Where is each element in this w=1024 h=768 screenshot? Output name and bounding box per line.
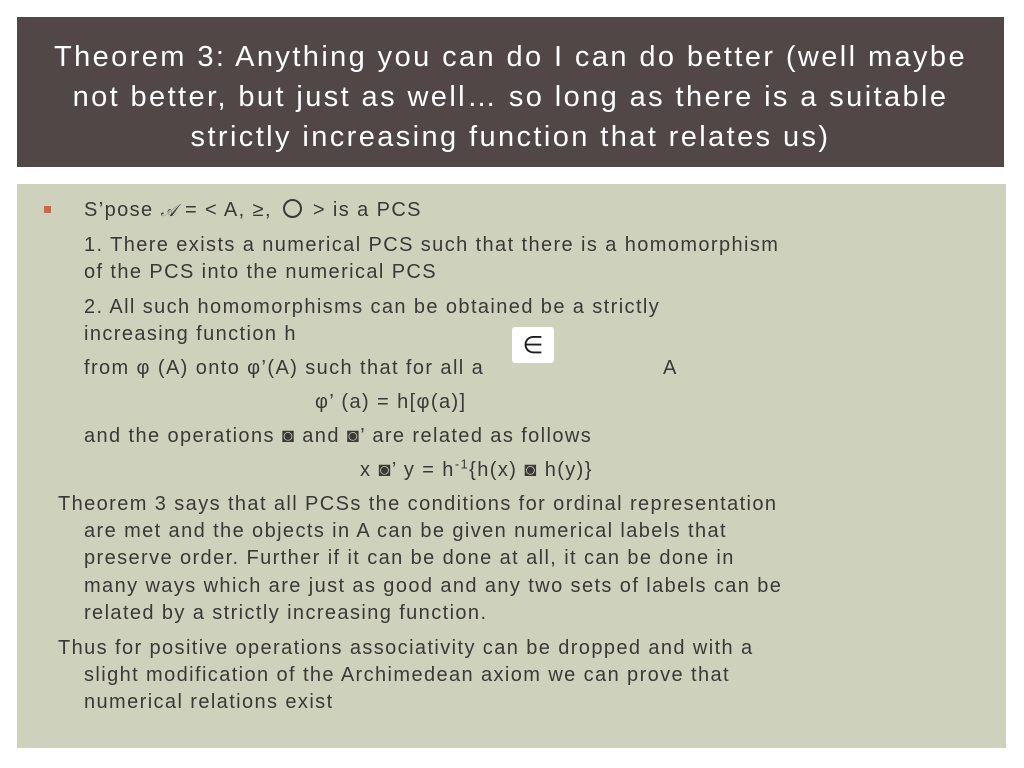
bullet-square-icon: [44, 206, 51, 213]
spose-prefix: S’pose: [84, 199, 161, 221]
element-of-symbol-icon: ∈: [512, 327, 554, 363]
circle-operation-icon: [283, 199, 302, 218]
thus-line-1: Thus for positive operations associativity can be dropped and with a: [58, 637, 754, 659]
geq-symbol: ≥: [252, 199, 265, 221]
script-a-symbol: 𝒜: [160, 201, 178, 221]
spose-suffix: > is a PCS: [305, 199, 422, 221]
item2-line1: 2. All such homomorphisms can be obtained be a strictly: [84, 296, 661, 318]
from-line-tail: A: [663, 357, 678, 379]
item2-line2: increasing function h: [84, 323, 297, 345]
theorem-line-1: Theorem 3 says that all PCSs the conditions for ordinal representation: [58, 493, 778, 515]
formula-inverse-sup: -1: [454, 456, 470, 472]
formula-phi: φ’ (a) = h[φ(a)]: [315, 391, 467, 413]
item1-line1: 1. There exists a numerical PCS such that there is a homomorphism: [84, 234, 780, 256]
thus-line-3: numerical relations exist: [84, 691, 334, 713]
title-bar: [17, 17, 1004, 167]
item1-line2: of the PCS into the numerical PCS: [84, 261, 438, 283]
thus-line-2: slight modification of the Archimedean axiom we can prove that: [84, 664, 730, 686]
theorem-line-3: preserve order. Further if it can be done at all, it can be done in: [84, 547, 735, 569]
theorem-line-2: are met and the objects in A can be given numerical labels that: [84, 520, 727, 542]
formula-inverse-left: x ◙’ y = h: [360, 459, 455, 481]
slide-title: Theorem 3: Anything you can do I can do better (well maybe not better, but just as well… so long as there is a suitable strictly increasing function that relates us): [54, 41, 967, 153]
operations-line: and the operations ◙ and ◙’ are related as follows: [84, 425, 593, 447]
formula-inverse-right: {h(x) ◙ h(y)}: [469, 459, 593, 481]
spose-line: [84, 197, 422, 225]
spose-comma: ,: [264, 199, 279, 221]
spose-mid: = < A,: [178, 199, 253, 221]
formula-inverse: [360, 457, 593, 484]
from-line: from φ (A) onto φ’(A) such that for all a: [84, 357, 485, 379]
theorem-line-5: related by a strictly increasing function.: [84, 602, 488, 624]
theorem-line-4: many ways which are just as good and any two sets of labels can be: [84, 575, 783, 597]
